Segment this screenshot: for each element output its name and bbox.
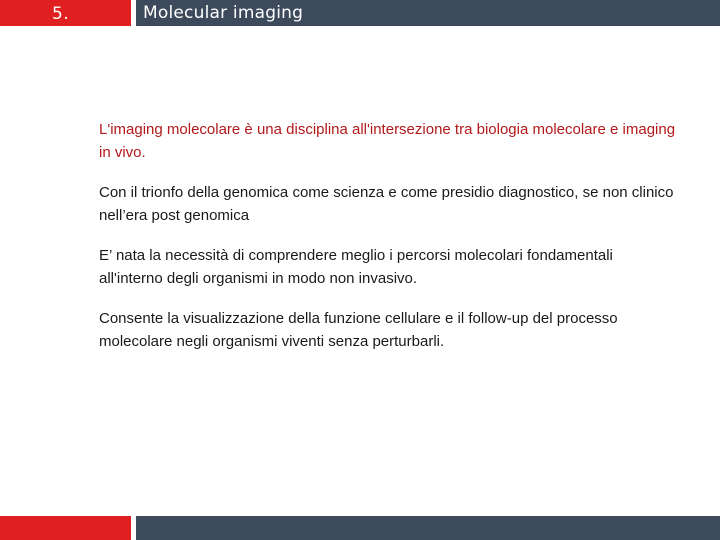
footer-bar [136, 516, 720, 540]
paragraph-visualization: Consente la visualizzazione della funzione cellulare e il follow-up del processo molecolare negli organismi viventi senza perturbarli. [99, 310, 618, 350]
slide-number: 5. [52, 4, 70, 24]
slide-body [99, 118, 679, 370]
paragraph-need: E’ nata la necessità di comprendere meglio i percorsi molecolari fondamentali all'interno degli organismi in modo non invasivo. [99, 247, 613, 287]
paragraph-intro: L'imaging molecolare è una disciplina all'intersezione tra biologia molecolare e imaging in vivo. [99, 121, 676, 161]
slide-title: Molecular imaging [143, 3, 304, 23]
paragraph-genomics: Con il trionfo della genomica come scienza e come presidio diagnostico, se non clinico nell’era post genomica [99, 184, 674, 224]
footer-accent-bar [0, 516, 131, 540]
